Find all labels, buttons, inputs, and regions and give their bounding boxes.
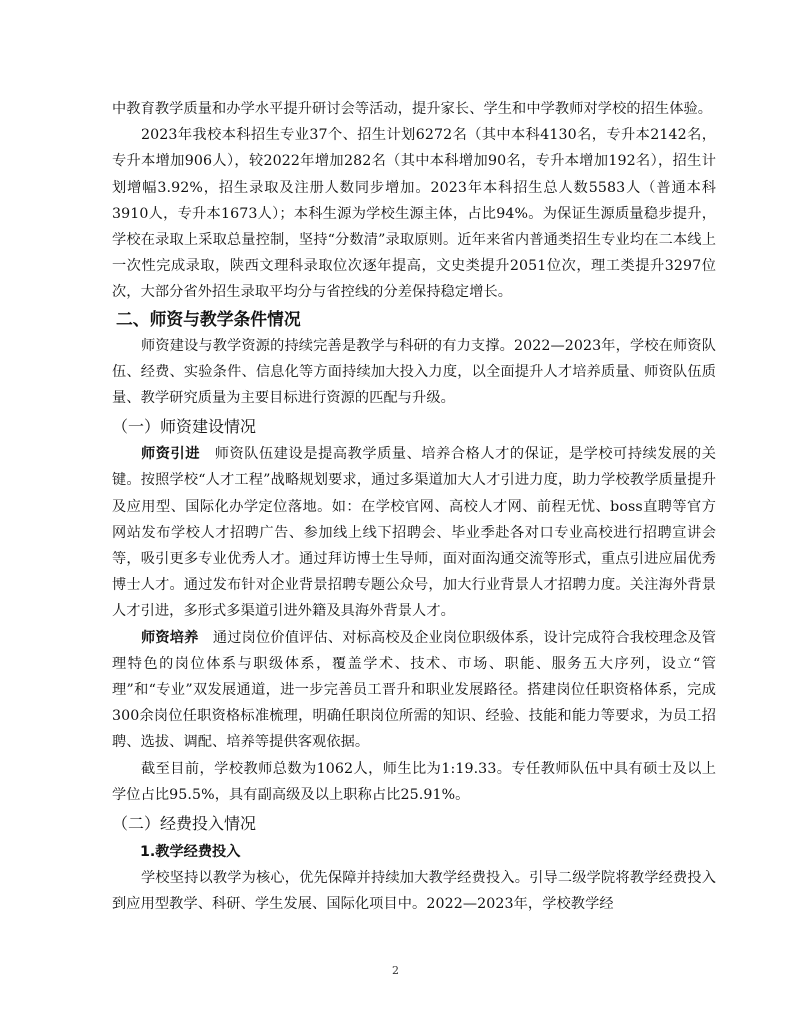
paragraph-teaching-funds: 学校坚持以教学为核心，优先保障并持续加大教学经费投入。引导二级学院将教学经费投入到应用型教学、科研、学生发展、国际化项目中。2022—2023年，学校教学经	[112, 870, 716, 913]
paragraph-continued: 中教育教学质量和办学水平提升研讨会等活动，提升家长、学生和中学教师对学校的招生体验。	[112, 101, 713, 117]
paragraph-faculty-training	[112, 625, 716, 756]
paragraph-faculty-intro: 师资建设与教学资源的持续完善是教学与科研的有力支撑。2022—2023年，学校在师资队伍、经费、实验条件、信息化等方面持续加大投入力度，以全面提升人才培养质量、师资队伍质量、教学研究质量为主要目标进行资源的匹配与升级。	[112, 337, 716, 407]
section-heading-faculty-conditions: 二、师资与教学条件情况	[116, 308, 301, 329]
paragraph-training-text: 通过岗位价值评估、对标高校及企业岗位职级体系，设计完成符合我校理念及管理特色的岗位体系与职级体系，覆盖学术、技术、市场、职能、服务五大序列，设立“管理”和“专业”双发展通道，进一步完善员工晋升和职业发展路径。搭建岗位任职资格体系，完成300余岗位任职资格标准梳理，明确任职岗位所需的知识、经验、技能和能力等要求，为员工招聘、选拔、调配、培养等提供客观依据。	[112, 629, 716, 751]
lead-term-recruitment: 师资引进	[141, 446, 201, 463]
paragraph-recruitment-text: 师资队伍建设是提高教学质量、培养合格人才的保证，是学校可持续发展的关键。按照学校“人才工程”战略规划要求，通过多渠道加大人才引进力度，助力学校教学质量提升及应用型、国际化办学定位落地。如：在学校官网、高校人才网、前程无忧、boss直聘等官方网站发布学校人才招聘广告、参加线上线下招聘会、毕业季赴各对口专业高校进行招聘宣讲会等，吸引更多专业优秀人才。通过拜访博士生导师，面对面沟通交流等形式，重点引进应届优秀博士人才。通过发布针对企业背景招聘专题公众号，加大行业背景人才招聘力度。关注海外背景人才引进，多形式多渠道引进外籍及具海外背景人才。	[112, 446, 716, 620]
page-number: 2	[392, 964, 399, 977]
subsection-heading-funding: （二）经费投入情况	[112, 814, 257, 834]
paragraph-faculty-recruitment	[112, 441, 716, 624]
paragraph-faculty-stats: 截至目前，学校教师总数为1062人，师生比为1:19.33。专任教师队伍中具有硕士及以上学位占比95.5%，具有副高级及以上职称占比25.91%。	[112, 760, 716, 803]
document-body	[112, 96, 716, 917]
paragraph-enrollment: 2023年我校本科招生专业37个、招生计划6272名（其中本科4130名，专升本2142名，专升本增加906人），较2022年增加282名（其中本科增加90名，专升本增加192名），招生计划增幅3.92%，招生录取及注册人数同步增加。2023年本科招生总人数5583人（普通本科3910人，专升本1673人）；本科生源为学校生源主体，占比94%。为保证生源质量稳步提升，学校在录取上采取总量控制，坚持“分数清”录取原则。近年来省内普通类招生专业均在二本线上一次性完成录取，陕西文理科录取位次逐年提高，文史类提升2051位次，理工类提升3297位次，大部分省外招生录取平均分与省控线的分差保持稳定增长。	[112, 127, 716, 301]
subsection-heading-faculty-building: （一）师资建设情况	[112, 417, 257, 437]
subsubsection-heading-teaching-funds: 1.教学经费投入	[140, 844, 241, 861]
lead-term-training: 师资培养	[141, 629, 199, 646]
